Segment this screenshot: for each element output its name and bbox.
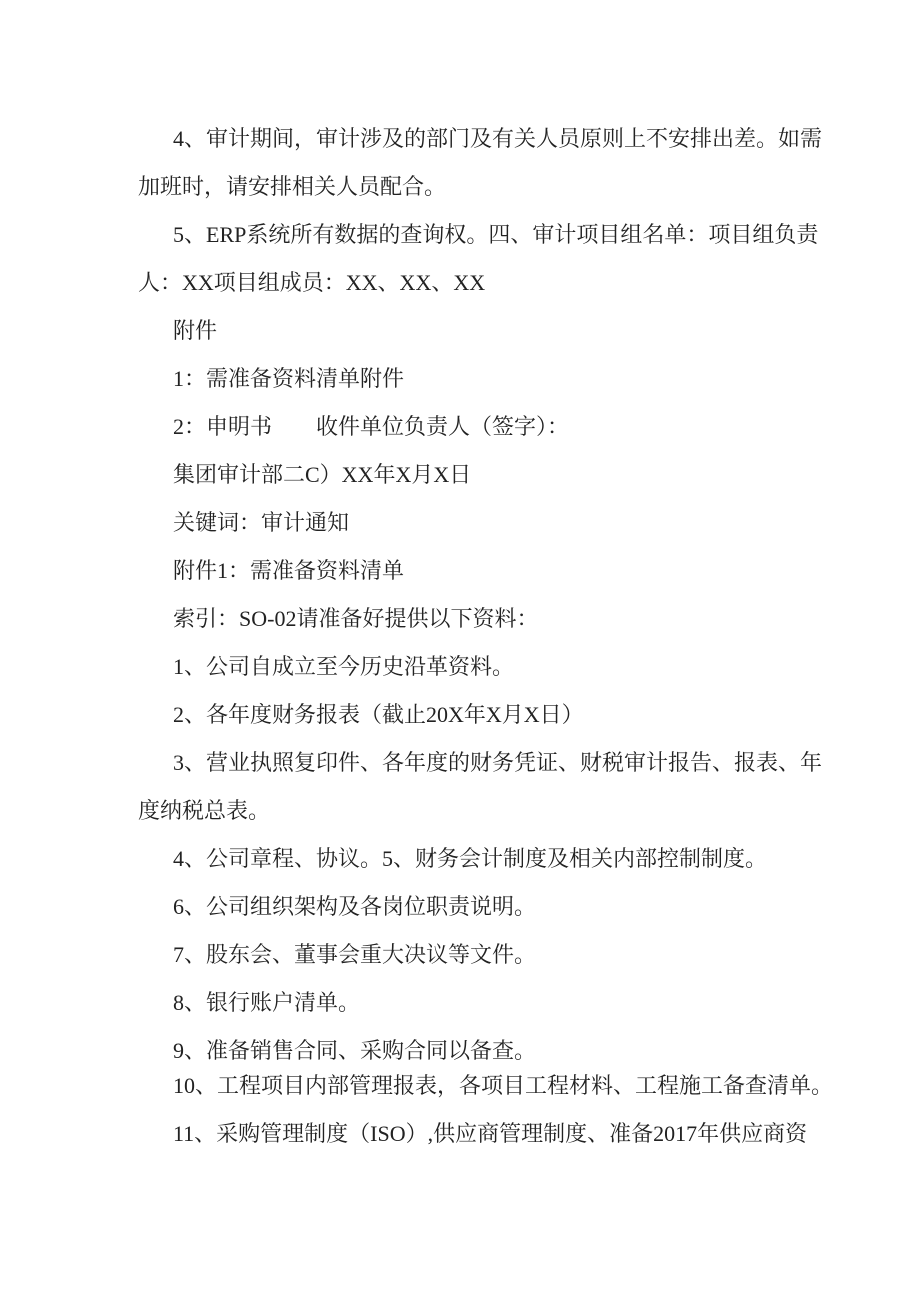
text-line: 人：XX项目组成员：XX、XX、XX: [138, 270, 486, 295]
text-line: 5、ERP系统所有数据的查询权。四、审计项目组名单：项目组负责: [173, 222, 819, 247]
text-line: 7、股东会、董事会重大决议等文件。: [173, 942, 537, 967]
text-line: 度纳税总表。: [138, 798, 271, 823]
text-line: 1、公司自成立至今历史沿革资料。: [173, 654, 515, 679]
text-line: 附件: [173, 318, 218, 343]
text-line: 6、公司组织架构及各岗位职责说明。: [173, 894, 537, 919]
text-line: 4、审计期间，审计涉及的部门及有关人员原则上不安排出差。如需: [173, 126, 823, 151]
text-line: 索引：SO-02请准备好提供以下资料：: [173, 606, 539, 631]
text-line: 9、准备销售合同、采购合同以备查。: [173, 1038, 537, 1063]
text-line: 8、银行账户清单。: [173, 990, 361, 1015]
text-line: 2：申明书 收件单位负责人（签字）：: [173, 414, 570, 439]
text-line: 3、营业执照复印件、各年度的财务凭证、财税审计报告、报表、年: [173, 750, 823, 775]
text-line: 附件1：需准备资料清单: [173, 558, 405, 583]
text-line: 11、采购管理制度（ISO）,供应商管理制度、准备2017年供应商资: [173, 1121, 808, 1146]
text-line: 10、工程项目内部管理报表，各项目工程材料、工程施工备查清单。: [173, 1073, 834, 1098]
text-line: 1：需准备资料清单附件: [173, 366, 405, 391]
text-line: 2、各年度财务报表（截止20X年X月X日）: [173, 702, 584, 727]
text-line: 关键词：审计通知: [173, 510, 350, 535]
text-line: 集团审计部二C）XX年X月X日: [173, 462, 472, 487]
text-line: 4、公司章程、协议。5、财务会计制度及相关内部控制制度。: [173, 846, 768, 871]
document-body: [138, 115, 834, 1158]
text-line: 加班时，请安排相关人员配合。: [138, 174, 447, 199]
